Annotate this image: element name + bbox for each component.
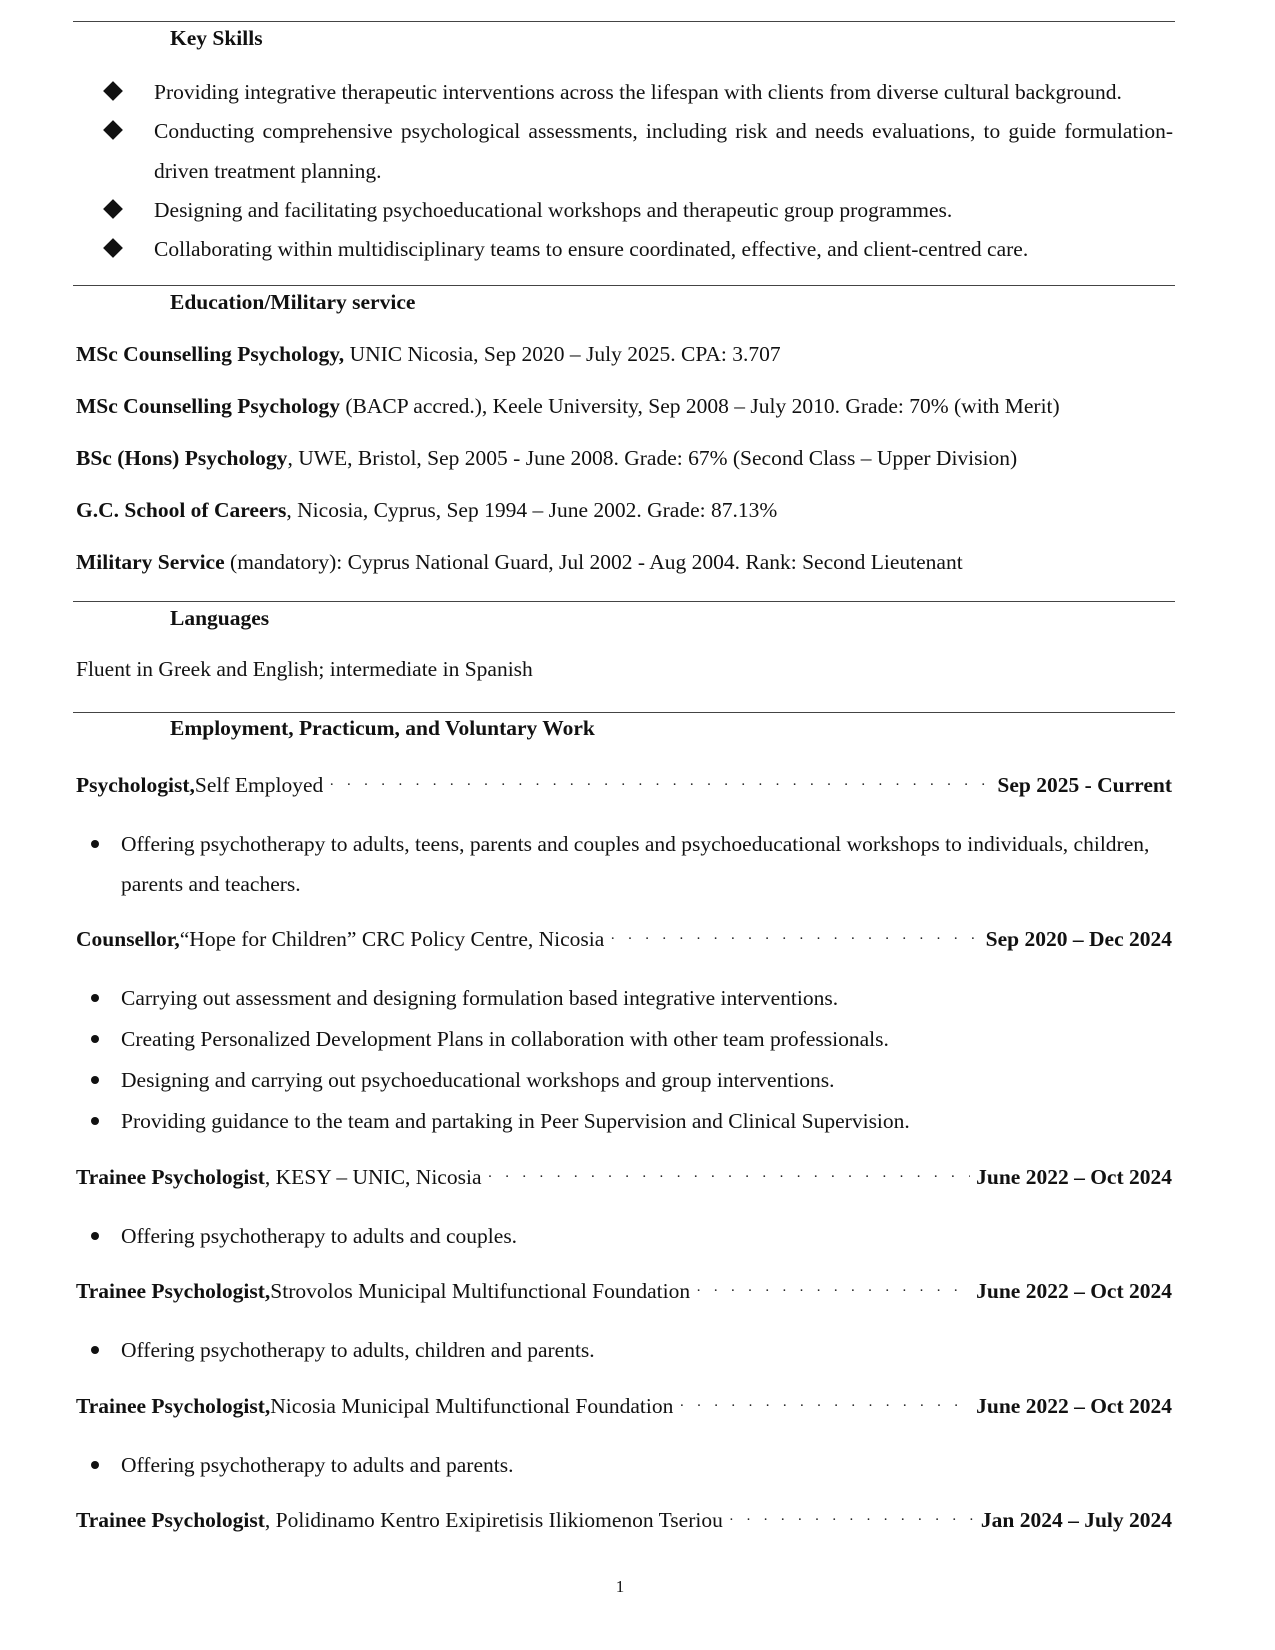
job-dates: Jan 2024 – July 2024: [980, 1508, 1172, 1532]
diamond-bullet-icon: [103, 81, 123, 101]
job-role: Counsellor,: [76, 927, 180, 951]
dot-leader: [610, 925, 979, 953]
employment-heading: Employment, Practicum, and Voluntary Work: [170, 716, 595, 740]
job-role: Trainee Psychologist,: [76, 1279, 271, 1303]
job-dates: Sep 2025 - Current: [997, 773, 1172, 797]
languages-heading: Languages: [170, 606, 270, 630]
education-entry: [76, 496, 777, 524]
job-bullet: Designing and carrying out psychoeducational workshops and group interventions.: [121, 1068, 835, 1092]
job-role: Trainee Psychologist,: [76, 1394, 271, 1418]
skill-item: Collaborating within multidisciplinary teams to ensure coordinated, effective, and client-centred care.: [154, 237, 1029, 261]
job-entry: [76, 771, 1172, 802]
job-organisation: Self Employed: [194, 773, 324, 797]
education-heading: Education/Military service: [170, 290, 416, 314]
bullet-dot-icon: [91, 1117, 99, 1125]
skill-item: Conducting comprehensive psychological assessments, including risk and needs evaluations, to guide formulation-driven treatment planning.: [154, 119, 1173, 183]
education-title: MSc Counselling Psychology,: [76, 342, 345, 366]
job-entry: [76, 925, 1172, 956]
key-skills-heading: Key Skills: [170, 26, 263, 50]
bullet-dot-icon: [91, 1076, 99, 1084]
bullet-dot-icon: [91, 1035, 99, 1043]
dot-leader: [329, 771, 991, 799]
education-details: (BACP accred.), Keele University, Sep 2008 – July 2010. Grade: 70% (with Merit): [340, 394, 1060, 418]
education-entry: [76, 444, 1017, 472]
job-bullet: Offering psychotherapy to adults, teens, parents and couples and psychoeducational workshops to individuals, children, parents and teachers.: [121, 832, 1150, 896]
job-entry: [76, 1277, 1172, 1308]
diamond-bullet-icon: [103, 120, 123, 140]
job-entry: [76, 1506, 1172, 1537]
education-entry: [76, 340, 781, 368]
job-dates: Sep 2020 – Dec 2024: [985, 927, 1172, 951]
job-entry: [76, 1163, 1172, 1194]
dot-leader: [679, 1392, 970, 1420]
job-organisation: Strovolos Municipal Multifunctional Foundation: [270, 1279, 691, 1303]
job-role: Trainee Psychologist: [76, 1165, 265, 1189]
job-organisation: Nicosia Municipal Multifunctional Foundation: [270, 1394, 674, 1418]
education-title: Military Service: [76, 550, 225, 574]
education-entry: [76, 548, 963, 576]
job-bullet: Offering psychotherapy to adults and parents.: [121, 1453, 514, 1477]
bullet-dot-icon: [91, 1346, 99, 1354]
section-divider: [73, 21, 1175, 22]
job-bullet: Offering psychotherapy to adults and couples.: [121, 1224, 518, 1248]
education-title: G.C. School of Careers: [76, 498, 287, 522]
skill-item: Designing and facilitating psychoeducational workshops and therapeutic group programmes.: [154, 198, 953, 222]
job-role: Psychologist,: [76, 773, 195, 797]
job-bullet: Providing guidance to the team and partaking in Peer Supervision and Clinical Supervision.: [121, 1109, 910, 1133]
dot-leader: [696, 1277, 970, 1305]
dot-leader: [487, 1163, 970, 1191]
job-dates: June 2022 – Oct 2024: [976, 1394, 1172, 1418]
job-organisation: “Hope for Children” CRC Policy Centre, Nicosia: [179, 927, 605, 951]
bullet-dot-icon: [91, 1461, 99, 1469]
education-details: UNIC Nicosia, Sep 2020 – July 2025. CPA: 3.707: [344, 342, 781, 366]
job-bullet: Carrying out assessment and designing formulation based integrative interventions.: [121, 986, 839, 1010]
job-organisation: , Polidinamo Kentro Exipiretisis Ilikiomenon Tseriou: [264, 1508, 723, 1532]
bullet-dot-icon: [91, 994, 99, 1002]
job-dates: June 2022 – Oct 2024: [976, 1165, 1172, 1189]
job-entry: [76, 1392, 1172, 1423]
education-details: , Nicosia, Cyprus, Sep 1994 – June 2002. Grade: 87.13%: [286, 498, 778, 522]
page-number: 1: [615, 1577, 625, 1596]
section-divider: [73, 712, 1175, 713]
job-organisation: , KESY – UNIC, Nicosia: [264, 1165, 482, 1189]
bullet-dot-icon: [91, 840, 99, 848]
section-divider: [73, 285, 1175, 286]
diamond-bullet-icon: [103, 199, 123, 219]
section-divider: [73, 601, 1175, 602]
education-title: BSc (Hons) Psychology: [76, 446, 288, 470]
languages-text: Fluent in Greek and English; intermediate in Spanish: [76, 657, 533, 681]
job-bullet: Offering psychotherapy to adults, children and parents.: [121, 1338, 595, 1362]
job-bullet: Creating Personalized Development Plans in collaboration with other team professionals.: [121, 1027, 889, 1051]
dot-leader: [729, 1506, 975, 1534]
diamond-bullet-icon: [103, 238, 123, 258]
education-entry: [76, 392, 1060, 420]
bullet-dot-icon: [91, 1232, 99, 1240]
education-details: , UWE, Bristol, Sep 2005 - June 2008. Grade: 67% (Second Class – Upper Division): [287, 446, 1018, 470]
skill-item: Providing integrative therapeutic interventions across the lifespan with clients from diverse cultural background.: [154, 80, 1122, 104]
education-details: (mandatory): Cyprus National Guard, Jul 2002 - Aug 2004. Rank: Second Lieutenant: [224, 550, 963, 574]
job-dates: June 2022 – Oct 2024: [976, 1279, 1172, 1303]
education-title: MSc Counselling Psychology: [76, 394, 340, 418]
job-role: Trainee Psychologist: [76, 1508, 265, 1532]
